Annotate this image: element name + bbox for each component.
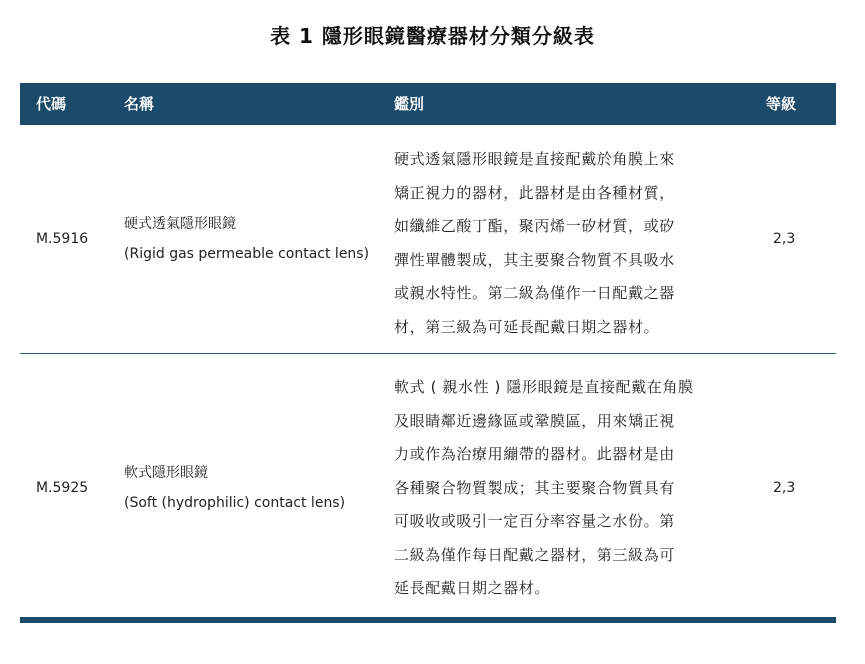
- description-line: 力或作為治療用繃帶的器材。此器材是由: [394, 445, 675, 463]
- description-line: 可吸收或吸引一定百分率容量之水份。第: [394, 512, 675, 530]
- table-header: [20, 83, 836, 125]
- row-name-zh: 軟式隱形眼鏡: [124, 465, 208, 481]
- header-name: 名稱: [124, 95, 155, 113]
- description-line: 矯正視力的器材，此器材是由各種材質，: [394, 183, 675, 202]
- row-code: M.5925: [36, 480, 89, 496]
- row-description: [394, 371, 732, 606]
- table-row: [20, 354, 836, 622]
- description-line: 延長配戴日期之器材。: [394, 579, 551, 597]
- row-level: 2,3: [773, 480, 796, 496]
- row-name-en: (Soft (hydrophilic) contact lens): [124, 495, 346, 511]
- description-line: 各種聚合物質製成；其主要聚合物質具有: [394, 478, 675, 497]
- description-line: 及眼睛鄰近邊緣區或鞏膜區，用來矯正視: [394, 411, 675, 430]
- table-row: [20, 125, 836, 354]
- description-line: 彈性單體製成，其主要聚合物質不具吸水: [394, 250, 675, 269]
- classification-table: [20, 83, 836, 622]
- row-name-en: (Rigid gas permeable contact lens): [124, 246, 370, 262]
- row-name: [124, 209, 369, 269]
- description-line: 如纖維乙酸丁酯，聚丙烯一矽材質，或矽: [394, 217, 675, 235]
- description-line: 材，第三級為可延長配戴日期之器材。: [394, 317, 660, 336]
- header-code: 代碼: [36, 95, 67, 113]
- row-name-zh: 硬式透氣隱形眼鏡: [124, 216, 236, 232]
- description-line: 或親水特性。第二級為僅作一日配戴之器: [394, 284, 675, 302]
- bottom-rule: [20, 617, 836, 623]
- description-line: 硬式透氣隱形眼鏡是直接配戴於角膜上來: [394, 150, 675, 168]
- header-description: 鑑別: [394, 95, 425, 113]
- description-line: 軟式 ( 親水性 ) 隱形眼鏡是直接配戴在角膜: [394, 378, 694, 396]
- row-name: [124, 458, 345, 518]
- description-line: 二級為僅作每日配戴之器材，第三級為可: [394, 545, 675, 564]
- row-level: 2,3: [773, 231, 796, 247]
- row-description: [394, 143, 732, 344]
- row-code: M.5916: [36, 231, 89, 247]
- table-title: 表 1 隱形眼鏡醫療器材分類分級表: [270, 24, 595, 48]
- header-level: 等級: [766, 95, 797, 113]
